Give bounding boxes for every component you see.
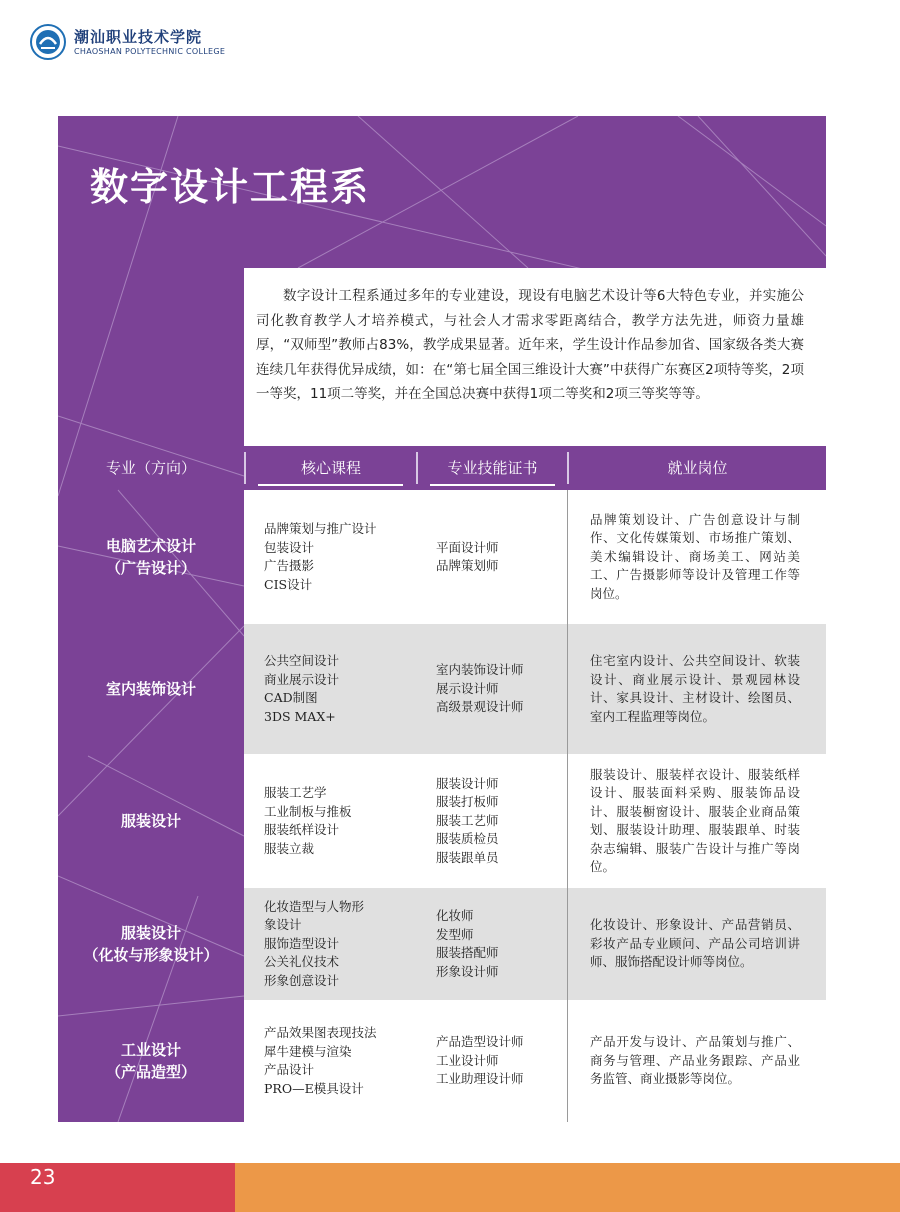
table-row [58, 1000, 826, 1122]
certs-cell: 化妆师 发型师 服装搭配师 形象设计师 [416, 888, 567, 1000]
table-header [58, 446, 826, 490]
intro-text: 数字设计工程系通过多年的专业建设，现设有电脑艺术设计等6大特色专业，并实施公司化教育教学人才培养模式，与社会人才需求零距离结合，教学方法先进，师资力量雄厚，“双师型”教师占83%，教学成果显著。近年来，学生设计作品参加省、国家级各类大赛连续几年获得优异成绩，如：在“第七届全国三维设计大赛”中获得广东赛区2项特等奖，2项一等奖，11项二等奖，并在全国总决赛中获得1项二等奖和2项三等奖等等。 [256, 288, 804, 402]
header-major: 专业（方向） [105, 459, 196, 477]
department-panel [58, 116, 826, 1122]
courses-cell: 化妆造型与人物形 象设计 服饰造型设计 公关礼仪技术 形象创意设计 [244, 888, 416, 1000]
jobs-cell: 化妆设计、形象设计、产品营销员、彩妆产品专业顾问、产品公司培训讲师、服饰搭配设计师等岗位。 [568, 888, 826, 1000]
major-cell: 电脑艺术设计 （广告设计） [105, 537, 196, 577]
header-certs: 专业技能证书 [447, 459, 538, 477]
major-cell: 服装设计 （化妆与形象设计） [83, 924, 219, 964]
school-emblem-icon [30, 24, 66, 60]
jobs-cell: 住宅室内设计、公共空间设计、软装设计、商业展示设计、景观园林设计、家具设计、主材设计、绘图员、室内工程监理等岗位。 [568, 624, 826, 754]
certs-cell: 服装设计师 服装打板师 服装工艺师 服装质检员 服装跟单员 [416, 754, 567, 888]
header-courses: 核心课程 [300, 459, 361, 477]
courses-cell: 品牌策划与推广设计 包装设计 广告摄影 CIS设计 [244, 490, 416, 624]
table-row [58, 888, 826, 1000]
school-name-cn: 潮汕职业技术学院 [74, 28, 203, 46]
courses-cell: 公共空间设计 商业展示设计 CAD制图 3DS MAX+ [244, 624, 416, 754]
school-name-en: CHAOSHAN POLYTECHNIC COLLEGE [74, 47, 226, 56]
table-row [58, 490, 826, 624]
jobs-cell: 产品开发与设计、产品策划与推广、商务与管理、产品业务跟踪、产品业务监管、商业摄影等岗位。 [568, 1000, 826, 1122]
jobs-cell: 品牌策划设计、广告创意设计与制作、文化传媒策划、市场推广策划、美术编辑设计、商场美工、网站美工、广告摄影师等设计及管理工作等岗位。 [568, 490, 826, 624]
certs-cell: 产品造型设计师 工业设计师 工业助理设计师 [416, 1000, 567, 1122]
intro-box [244, 268, 826, 446]
certs-cell: 室内装饰设计师 展示设计师 高级景观设计师 [416, 624, 567, 754]
header-jobs: 就业岗位 [667, 459, 728, 477]
table-row [58, 624, 826, 754]
courses-cell: 产品效果图表现技法 犀牛建模与渲染 产品设计 PRO—E模具设计 [244, 1000, 416, 1122]
major-cell: 服装设计 [120, 812, 181, 830]
footer-orange-bar [235, 1163, 900, 1212]
certs-cell: 平面设计师 品牌策划师 [416, 490, 567, 624]
jobs-cell: 服装设计、服装样衣设计、服装纸样设计、服装面料采购、服装饰品设计、服装橱窗设计、服装企业商品策划、服装设计助理、服装跟单、时装杂志编辑、服装广告设计与推广等岗位。 [568, 754, 826, 888]
courses-cell: 服装工艺学 工业制板与推板 服装纸样设计 服装立裁 [244, 754, 416, 888]
major-cell: 室内装饰设计 [105, 680, 196, 698]
major-cell: 工业设计 （产品造型） [105, 1041, 196, 1081]
page-number: 23 [30, 1165, 56, 1189]
table-row [58, 754, 826, 888]
department-title: 数字设计工程系 [90, 165, 371, 209]
